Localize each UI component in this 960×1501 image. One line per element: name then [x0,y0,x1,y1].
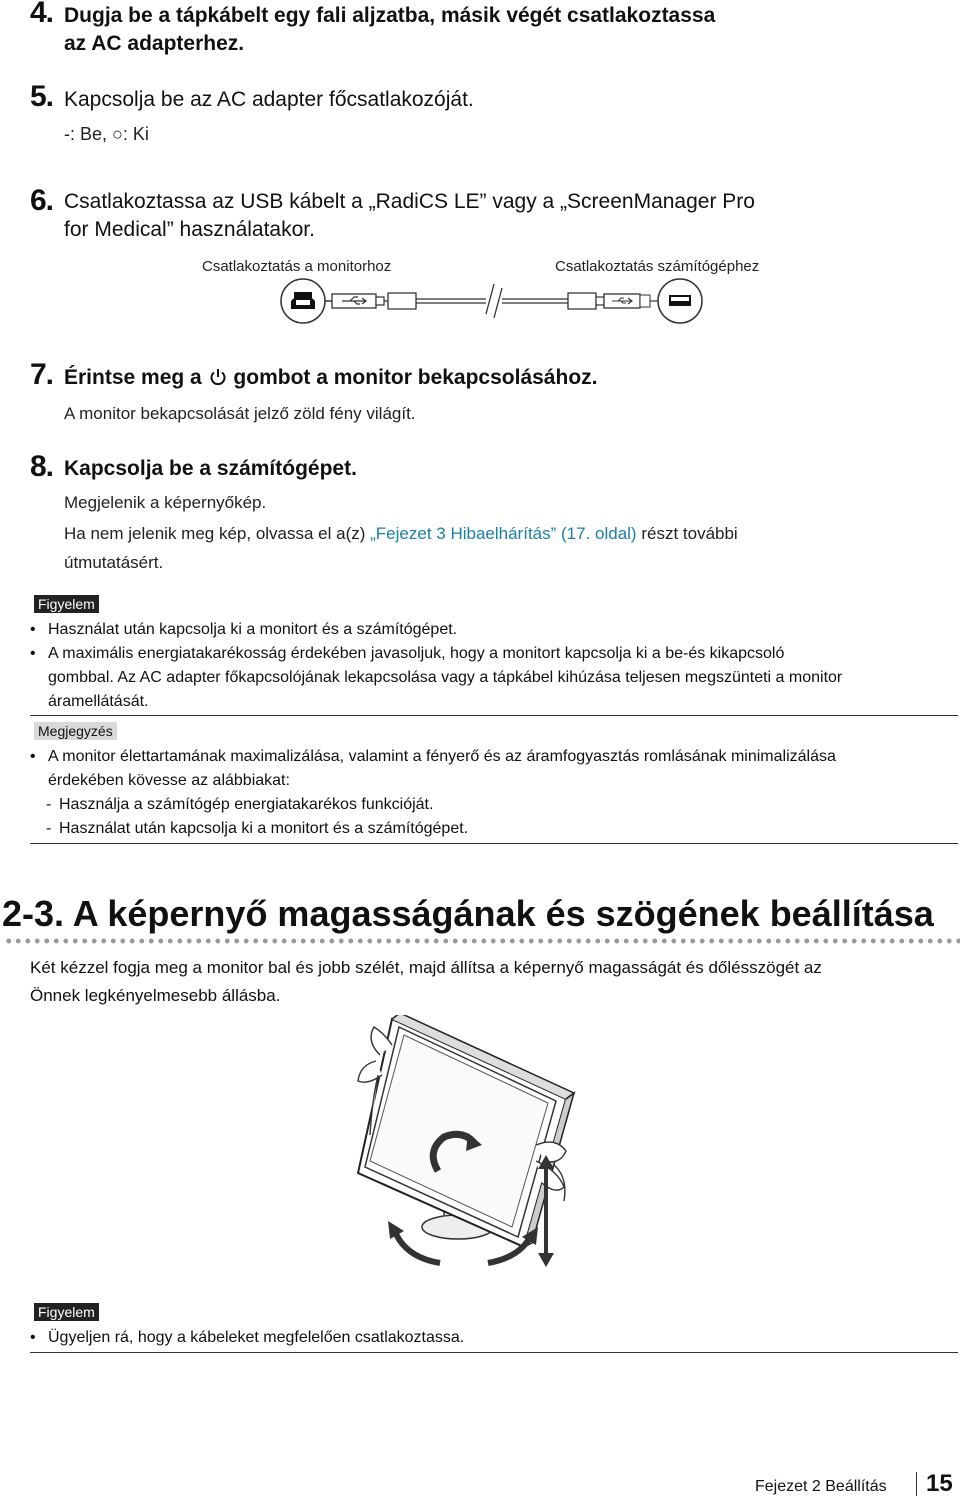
note-bullet-1: • A monitor élettartamának maximalizálása, valamint a fényerő és az áramfogyasztás romlásának minimalizálása [30,748,836,765]
step-7-title-before: Érintse meg a [64,366,202,389]
note-sub-item-1: - Használja a számítógép energiatakarékos funkcióját. [46,796,434,813]
step-6-title-line1: Csatlakoztassa az USB kábelt a „RadiCS LE” vagy a „ScreenManager Pro [64,190,755,213]
power-icon [208,367,228,387]
step-4-title-line2: az AC adapterhez. [64,32,245,55]
step-number-4: 4. [30,0,54,29]
notice-bullet-2-line3: áramellátását. [48,693,149,710]
step-7-title [64,366,597,390]
divider [30,1352,958,1353]
usb-label-monitor: Csatlakoztatás a monitorhoz [202,258,392,275]
step-8-desc2-before: Ha nem jelenik meg kép, olvassa el a(z) [64,524,371,543]
step-8-desc2 [64,524,738,544]
step-number-7: 7. [30,358,54,391]
step-number-5: 5. [30,80,54,113]
usb-label-pc: Csatlakoztatás számítógéphez [555,258,760,275]
step-5-title: Kapcsolja be az AC adapter főcsatlakozóját. [64,88,474,111]
divider [30,843,958,844]
step-8-title: Kapcsolja be a számítógépet. [64,457,357,480]
monitor-adjustment-illustration [340,1015,600,1277]
usb-cable-diagram [270,270,720,330]
notice-tag-2: Figyelem [34,1303,99,1321]
dotted-underline [4,938,960,944]
step-5-note: -: Be, ○: Ki [64,124,149,144]
notice-bullet-1: • Használat után kapcsolja ki a monitort és a számítógépet. [30,621,458,638]
notice-bullet-2: • A maximális energiatakarékosság érdekében javasoljuk, hogy a monitort kapcsolja ki a be-és kikapcsoló [30,645,785,662]
step-6-title-line2: for Medical” használatakor. [64,218,315,241]
section-title: 2-3. A képernyő magasságának és szögének beállítása [2,893,934,934]
page-number: 15 [926,1470,953,1497]
notice-tag: Figyelem [34,595,99,613]
section-intro-line2: Önnek legkényelmesebb állásba. [30,986,281,1005]
step-8-desc3: útmutatásért. [64,553,164,572]
note-tag: Megjegyzés [34,722,117,740]
step-number-8: 8. [30,450,54,483]
footer-chapter: Fejezet 2 Beállítás [755,1478,887,1495]
divider [30,715,958,716]
troubleshooting-link[interactable]: „Fejezet 3 Hibaelhárítás” (17. oldal) [370,524,637,543]
step-8-desc1: Megjelenik a képernyőkép. [64,493,267,512]
usb-a-port-icon [658,279,702,323]
notice-2-bullet: • Ügyeljen rá, hogy a kábeleket megfelelően csatlakoztassa. [30,1329,465,1346]
note-sub-item-2: - Használat után kapcsolja ki a monitort és a számítógépet. [46,820,469,837]
footer-divider [916,1472,917,1496]
note-bullet-1-line2: érdekében kövesse az alábbiakat: [48,772,290,789]
step-4-title-line1: Dugja be a tápkábelt egy fali aljzatba, másik végét csatlakoztassa [64,4,716,27]
step-7-title-after: gombot a monitor bekapcsolásához. [233,366,598,389]
step-number-6: 6. [30,184,54,217]
usb-b-port-icon [281,279,325,323]
notice-bullet-2-line2: gombbal. Az AC adapter főkapcsolójának lekapcsolása vagy a tápkábel kihúzása teljesen megszünteti a monitor [48,669,843,686]
step-8-desc2-after: részt további [636,524,738,543]
section-intro-line1: Két kézzel fogja meg a monitor bal és jobb szélét, majd állítsa a képernyő magasságát és dőlésszögét az [30,958,822,977]
step-7-desc: A monitor bekapcsolását jelző zöld fény világít. [64,404,416,423]
